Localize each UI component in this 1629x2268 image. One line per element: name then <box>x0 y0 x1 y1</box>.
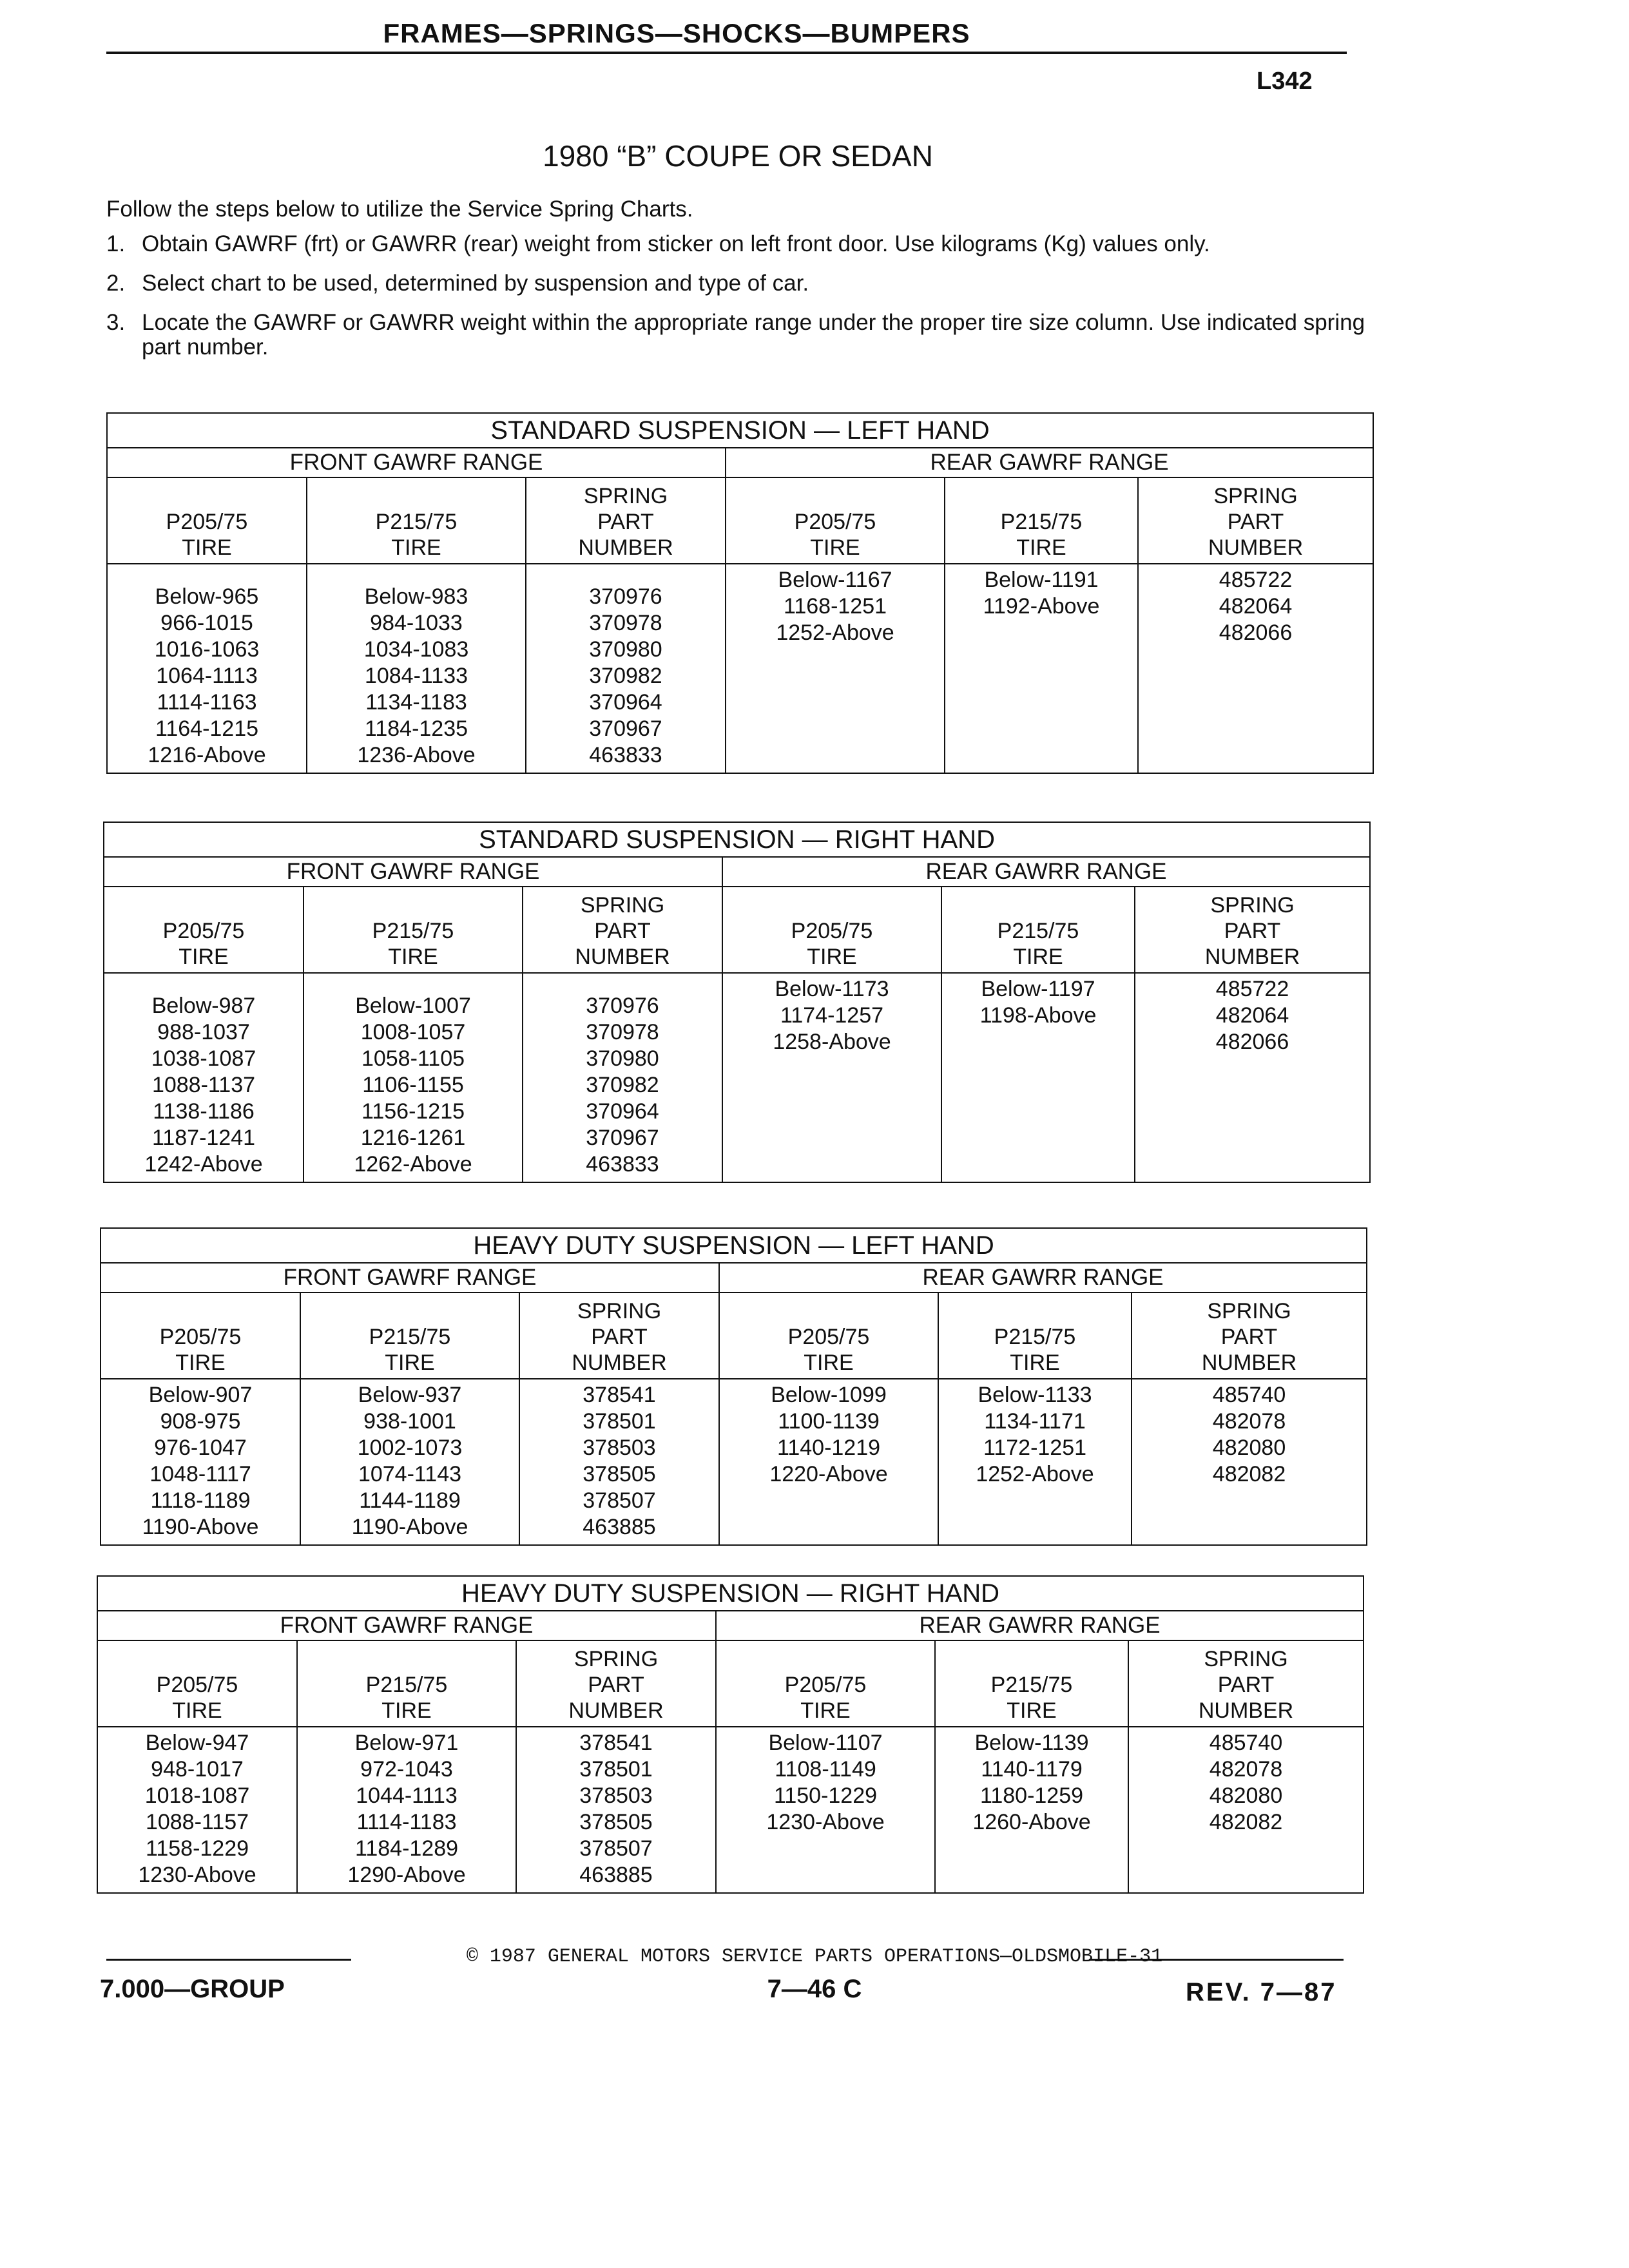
front-range-heading: FRONT GAWRF RANGE <box>101 1263 719 1293</box>
footer-copyright: © 1987 GENERAL MOTORS SERVICE PARTS OPERATIONS—OLDSMOBILE-31 <box>466 1946 1163 1968</box>
table-cell: 1140-1219 <box>776 1436 881 1460</box>
column-header-line: TIRE <box>1013 945 1063 969</box>
table-cell: 1258-Above <box>773 1030 891 1054</box>
column-header-line: TIRE <box>804 1350 854 1375</box>
table-cell: 370982 <box>589 664 662 688</box>
table-cell: 1260-Above <box>972 1810 1091 1834</box>
table-cell: 1262-Above <box>354 1152 472 1177</box>
table-cell: 1134-1171 <box>984 1409 1086 1434</box>
column-header-line: NUMBER <box>572 1350 667 1375</box>
column-header-line: P215/75 <box>372 919 454 943</box>
column-header-line: TIRE <box>391 535 441 560</box>
table-cell: 1220-Above <box>769 1462 888 1486</box>
column-header-line: NUMBER <box>578 535 673 560</box>
column-header <box>101 1293 300 1379</box>
table-cell: 1144-1189 <box>359 1488 461 1513</box>
table-cell: 1242-Above <box>144 1152 263 1177</box>
table-cell: 370980 <box>586 1046 659 1071</box>
spring-chart <box>100 1227 1367 1546</box>
column-header-line: SPRING <box>1204 1647 1288 1671</box>
column-header-line: P205/75 <box>162 919 245 943</box>
table-cell: 1172-1251 <box>983 1436 1087 1460</box>
spring-chart <box>97 1575 1364 1894</box>
table-cell: Below-1139 <box>974 1731 1089 1755</box>
data-column <box>938 1379 1132 1545</box>
table-cell: 1008-1057 <box>360 1020 466 1044</box>
table-cell: 463833 <box>586 1152 659 1177</box>
table-cell: 1114-1183 <box>356 1810 457 1834</box>
data-column <box>97 1727 297 1893</box>
data-column <box>1128 1727 1364 1893</box>
table-cell: 485722 <box>1219 568 1293 592</box>
table-cell: 1044-1113 <box>356 1783 458 1808</box>
column-header-line: NUMBER <box>1198 1698 1294 1723</box>
column-header <box>1128 1640 1364 1727</box>
table-cell: 482078 <box>1209 1757 1283 1782</box>
column-header <box>945 477 1138 564</box>
column-header-line: P215/75 <box>990 1673 1073 1697</box>
table-cell: 1184-1289 <box>354 1836 459 1861</box>
table-cell: 378541 <box>579 1731 653 1755</box>
data-column <box>726 564 945 773</box>
column-header-line: P215/75 <box>365 1673 448 1697</box>
step-number: 1. <box>106 231 126 256</box>
table-cell: 378501 <box>583 1409 656 1434</box>
column-header-line: PART <box>1227 510 1284 534</box>
data-column <box>304 973 523 1182</box>
column-header-line: P205/75 <box>787 1325 870 1349</box>
table-cell: 1290-Above <box>347 1863 466 1887</box>
data-column <box>945 564 1138 773</box>
table-cell: 485722 <box>1215 977 1289 1001</box>
column-header-line: TIRE <box>807 945 857 969</box>
table-cell: 1158-1229 <box>145 1836 249 1861</box>
table-cell: 1016-1063 <box>154 637 260 662</box>
data-column <box>297 1727 516 1893</box>
table-cell: 1118-1189 <box>150 1488 251 1513</box>
step-text: Select chart to be used, determined by suspension and type of car. <box>142 271 809 296</box>
table-cell: Below-1007 <box>355 994 471 1018</box>
table-cell: 908-975 <box>160 1409 241 1434</box>
table-cell: 966-1015 <box>160 611 253 635</box>
data-column <box>1138 564 1373 773</box>
front-range-heading: FRONT GAWRF RANGE <box>107 448 726 477</box>
table-cell: 378507 <box>579 1836 653 1861</box>
column-header <box>307 477 526 564</box>
data-column <box>519 1379 719 1545</box>
table-cell: 378503 <box>579 1783 653 1808</box>
table-cell: 482064 <box>1219 594 1293 619</box>
table-cell: Below-937 <box>358 1383 462 1407</box>
column-header <box>722 887 941 973</box>
table-cell: Below-1167 <box>778 568 892 592</box>
table-cell: 370967 <box>589 716 662 741</box>
column-header <box>104 887 304 973</box>
instruction-step <box>106 311 1389 360</box>
table-cell: 463833 <box>589 743 662 767</box>
column-header-line: P215/75 <box>369 1325 451 1349</box>
table-cell: 482080 <box>1209 1783 1283 1808</box>
table-cell: 485740 <box>1212 1383 1286 1407</box>
step-number: 2. <box>106 271 126 296</box>
data-column <box>526 564 726 773</box>
data-column <box>101 1379 300 1545</box>
column-header-line: TIRE <box>1007 1698 1057 1723</box>
table-cell: 482082 <box>1212 1462 1286 1486</box>
column-header-line: TIRE <box>182 535 232 560</box>
table-cell: 370978 <box>586 1020 659 1044</box>
header-rule <box>106 52 1347 54</box>
table-cell: 1100-1139 <box>778 1409 880 1434</box>
intro-text: Follow the steps below to utilize the Service Spring Charts. <box>106 197 693 222</box>
table-cell: 1216-1261 <box>360 1126 466 1150</box>
column-header-line: TIRE <box>175 1350 226 1375</box>
column-header <box>941 887 1135 973</box>
column-header <box>719 1293 938 1379</box>
table-cell: 1034-1083 <box>363 637 469 662</box>
column-header <box>726 477 945 564</box>
column-header <box>304 887 523 973</box>
table-cell: 1230-Above <box>766 1810 885 1834</box>
column-header-line: PART <box>1217 1673 1275 1697</box>
chart-title: HEAVY DUTY SUSPENSION — RIGHT HAND <box>97 1576 1364 1611</box>
column-header-line: P205/75 <box>156 1673 238 1697</box>
table-cell: 1138-1186 <box>153 1099 255 1124</box>
table-cell: 463885 <box>583 1515 656 1539</box>
table-cell: Below-907 <box>148 1383 253 1407</box>
section-title: FRAMES—SPRINGS—SHOCKS—BUMPERS <box>383 18 970 48</box>
step-text: Locate the GAWRF or GAWRR weight within the appropriate range under the proper tire size column. Use indicated spring part number. <box>142 310 1365 360</box>
column-header-line: TIRE <box>381 1698 432 1723</box>
spring-chart <box>106 412 1374 774</box>
column-header-line: TIRE <box>800 1698 851 1723</box>
front-range-heading: FRONT GAWRF RANGE <box>104 857 722 887</box>
column-header-line: NUMBER <box>1208 535 1304 560</box>
column-header-line: TIRE <box>1016 535 1066 560</box>
data-column <box>935 1727 1128 1893</box>
table-cell: Below-1191 <box>984 568 1099 592</box>
table-cell: 1190-Above <box>142 1515 259 1539</box>
table-cell: 482080 <box>1212 1436 1286 1460</box>
column-header <box>297 1640 516 1727</box>
step-text: Obtain GAWRF (frt) or GAWRR (rear) weight from sticker on left front door. Use kilograms (Kg) values only. <box>142 231 1210 256</box>
column-header <box>519 1293 719 1379</box>
table-cell: 370976 <box>586 994 659 1018</box>
table-cell: 1002-1073 <box>357 1436 463 1460</box>
data-column <box>300 1379 519 1545</box>
table-cell: 1084-1133 <box>364 664 468 688</box>
table-cell: 370967 <box>586 1126 659 1150</box>
table-cell: 1064-1113 <box>156 664 258 688</box>
table-cell: 1038-1087 <box>151 1046 256 1071</box>
table-cell: 370964 <box>589 690 662 715</box>
table-cell: 1168-1251 <box>783 594 887 619</box>
table-cell: 948-1017 <box>151 1757 244 1782</box>
table-cell: 1048-1117 <box>149 1462 251 1486</box>
column-header-line: SPRING <box>574 1647 659 1671</box>
table-cell: Below-965 <box>155 584 259 609</box>
column-header <box>716 1640 935 1727</box>
table-cell: 482066 <box>1215 1030 1289 1054</box>
column-header-line: SPRING <box>1207 1299 1291 1323</box>
table-cell: 1058-1105 <box>361 1046 465 1071</box>
table-cell: 1252-Above <box>976 1462 1094 1486</box>
table-cell: 1230-Above <box>138 1863 256 1887</box>
footer-revision: REV. 7—87 <box>1186 1978 1337 2006</box>
column-header-line: TIRE <box>388 945 438 969</box>
table-cell: 370980 <box>589 637 662 662</box>
column-header-line: PART <box>1220 1325 1278 1349</box>
table-cell: 1150-1229 <box>773 1783 878 1808</box>
column-header <box>97 1640 297 1727</box>
table-cell: 1187-1241 <box>151 1126 256 1150</box>
footer-group: 7.000—GROUP <box>100 1975 285 2003</box>
table-cell: 1164-1215 <box>155 716 259 741</box>
table-cell: 1074-1143 <box>358 1462 462 1486</box>
table-cell: 1088-1157 <box>145 1810 249 1834</box>
table-cell: 378507 <box>583 1488 656 1513</box>
table-cell: 972-1043 <box>360 1757 453 1782</box>
table-cell: 984-1033 <box>370 611 463 635</box>
table-cell: 482082 <box>1209 1810 1283 1834</box>
column-header-line: P205/75 <box>794 510 876 534</box>
rear-range-heading: REAR GAWRR RANGE <box>722 857 1370 887</box>
column-header-line: P215/75 <box>1000 510 1083 534</box>
table-cell: 1088-1137 <box>151 1073 256 1097</box>
spring-chart <box>103 822 1371 1183</box>
column-header-line: P205/75 <box>791 919 873 943</box>
column-header-line: SPRING <box>1210 893 1295 918</box>
table-cell: 1156-1215 <box>361 1099 465 1124</box>
rear-range-heading: REAR GAWRR RANGE <box>716 1611 1364 1640</box>
table-cell: 938-1001 <box>363 1409 456 1434</box>
column-header-line: PART <box>591 1325 648 1349</box>
footer-rule-right <box>1089 1959 1344 1961</box>
data-column <box>516 1727 716 1893</box>
document-title: 1980 “B” COUPE OR SEDAN <box>543 139 933 173</box>
rear-range-heading: REAR GAWRR RANGE <box>719 1263 1367 1293</box>
data-column <box>941 973 1135 1182</box>
step-number: 3. <box>106 310 126 335</box>
column-header-line: TIRE <box>178 945 229 969</box>
footer-page-number: 7—46 C <box>767 1975 862 2003</box>
table-cell: 370982 <box>586 1073 659 1097</box>
column-header-line: SPRING <box>1213 484 1298 508</box>
front-range-heading: FRONT GAWRF RANGE <box>97 1611 716 1640</box>
table-cell: 1114-1163 <box>157 690 257 715</box>
table-cell: 1134-1183 <box>365 690 467 715</box>
column-header <box>526 477 726 564</box>
column-header <box>516 1640 716 1727</box>
table-cell: 370978 <box>589 611 662 635</box>
table-cell: 482078 <box>1212 1409 1286 1434</box>
table-cell: 378503 <box>583 1436 656 1460</box>
table-cell: 1190-Above <box>351 1515 468 1539</box>
column-header-line: TIRE <box>172 1698 222 1723</box>
data-column <box>307 564 526 773</box>
table-cell: 482066 <box>1219 620 1293 645</box>
table-cell: 976-1047 <box>154 1436 247 1460</box>
data-column <box>107 564 307 773</box>
table-cell: 1252-Above <box>776 620 894 645</box>
page-code: L342 <box>1257 68 1313 95</box>
table-cell: 463885 <box>579 1863 653 1887</box>
table-cell: Below-971 <box>354 1731 459 1755</box>
column-header-line: NUMBER <box>1201 1350 1297 1375</box>
column-header <box>300 1293 519 1379</box>
table-cell: Below-987 <box>151 994 256 1018</box>
column-header <box>523 887 722 973</box>
column-header-line: SPRING <box>577 1299 662 1323</box>
column-header-line: PART <box>588 1673 644 1697</box>
table-cell: 1198-Above <box>979 1003 1097 1028</box>
table-cell: 1236-Above <box>357 743 476 767</box>
table-cell: 485740 <box>1209 1731 1283 1755</box>
instruction-steps <box>106 232 1389 374</box>
table-cell: 378505 <box>583 1462 656 1486</box>
column-header <box>1138 477 1373 564</box>
instruction-step <box>106 271 1389 296</box>
column-header <box>935 1640 1128 1727</box>
column-header-line: TIRE <box>385 1350 435 1375</box>
column-header-line: SPRING <box>583 484 668 508</box>
table-cell: Below-1133 <box>978 1383 1092 1407</box>
data-column <box>716 1727 935 1893</box>
table-cell: 378541 <box>583 1383 656 1407</box>
table-cell: 370964 <box>586 1099 659 1124</box>
column-header-line: TIRE <box>1010 1350 1060 1375</box>
column-header-line: SPRING <box>580 893 665 918</box>
data-column <box>722 973 941 1182</box>
table-cell: 1018-1087 <box>144 1783 250 1808</box>
column-header <box>1135 887 1370 973</box>
table-cell: 378501 <box>579 1757 653 1782</box>
column-header-line: P205/75 <box>166 510 248 534</box>
data-column <box>1135 973 1370 1182</box>
table-cell: 1106-1155 <box>362 1073 464 1097</box>
column-header-line: NUMBER <box>575 945 670 969</box>
column-header-line: PART <box>594 919 651 943</box>
table-cell: 1108-1149 <box>775 1757 876 1782</box>
column-header-line: P215/75 <box>994 1325 1076 1349</box>
column-header-line: NUMBER <box>1204 945 1300 969</box>
column-header-line: P215/75 <box>375 510 458 534</box>
data-column <box>523 973 722 1182</box>
table-cell: Below-1197 <box>981 977 1095 1001</box>
table-cell: 1184-1235 <box>364 716 468 741</box>
column-header-line: NUMBER <box>568 1698 664 1723</box>
table-cell: 988-1037 <box>157 1020 250 1044</box>
data-column <box>719 1379 938 1545</box>
column-header <box>107 477 307 564</box>
table-cell: 1140-1179 <box>981 1757 1083 1782</box>
table-cell: 1180-1259 <box>979 1783 1084 1808</box>
table-cell: 378505 <box>579 1810 653 1834</box>
data-column <box>104 973 304 1182</box>
instruction-step <box>106 232 1389 256</box>
column-header-line: PART <box>597 510 654 534</box>
table-cell: Below-1107 <box>768 1731 883 1755</box>
column-header-line: P205/75 <box>784 1673 867 1697</box>
data-column <box>1132 1379 1367 1545</box>
table-cell: Below-947 <box>145 1731 249 1755</box>
column-header-line: TIRE <box>810 535 860 560</box>
table-cell: Below-1099 <box>771 1383 887 1407</box>
table-cell: 1192-Above <box>983 594 1100 619</box>
table-cell: 1174-1257 <box>780 1003 884 1028</box>
table-cell: Below-983 <box>364 584 468 609</box>
column-header-line: P205/75 <box>159 1325 242 1349</box>
column-header-line: P215/75 <box>997 919 1079 943</box>
rear-range-heading: REAR GAWRF RANGE <box>726 448 1373 477</box>
table-cell: 1216-Above <box>148 743 266 767</box>
chart-title: HEAVY DUTY SUSPENSION — LEFT HAND <box>101 1228 1367 1263</box>
table-cell: 370976 <box>589 584 662 609</box>
column-header <box>938 1293 1132 1379</box>
column-header <box>1132 1293 1367 1379</box>
chart-title: STANDARD SUSPENSION — LEFT HAND <box>107 413 1373 448</box>
column-header-line: PART <box>1224 919 1281 943</box>
chart-title: STANDARD SUSPENSION — RIGHT HAND <box>104 822 1370 857</box>
table-cell: 482064 <box>1215 1003 1289 1028</box>
table-cell: Below-1173 <box>775 977 889 1001</box>
